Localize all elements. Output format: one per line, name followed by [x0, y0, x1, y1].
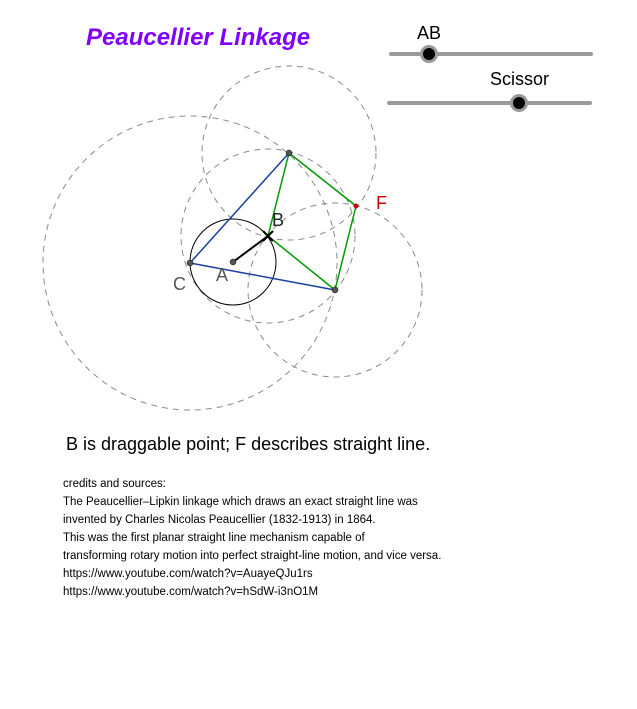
- caption: B is draggable point; F describes straight line.: [66, 434, 431, 454]
- point-a: [230, 259, 236, 265]
- credits-heading: credits and sources:: [63, 478, 166, 490]
- joint-upper: [286, 150, 292, 156]
- slider-scissor-label: Scissor: [490, 69, 550, 89]
- credits-link-1[interactable]: https://www.youtube.com/watch?v=AuayeQJu1rs: [63, 568, 313, 580]
- credits-line: The Peaucellier–Lipkin linkage which draws an exact straight line was: [63, 496, 418, 508]
- rhombus-upper-f: [289, 153, 356, 206]
- point-f: [354, 204, 358, 208]
- slider-ab-label: AB: [417, 23, 442, 43]
- link-c-upper: [190, 153, 289, 263]
- label-b: B: [272, 210, 285, 230]
- label-c: C: [173, 274, 186, 294]
- credits-line: transforming rotary motion into perfect straight-line motion, and vice versa.: [63, 550, 442, 562]
- credits-line: This was the first planar straight line mechanism capable of: [63, 532, 365, 544]
- joint-lower: [332, 287, 338, 293]
- point-c: [187, 260, 193, 266]
- rhombus-f-lower: [335, 206, 356, 290]
- point-b-handle[interactable]: [263, 231, 273, 241]
- label-f: F: [376, 193, 387, 213]
- credits-line: invented by Charles Nicolas Peaucellier (1832-1913) in 1864.: [63, 514, 376, 526]
- page-title: Peaucellier Linkage: [86, 24, 311, 51]
- link-c-lower: [190, 263, 335, 290]
- label-a: A: [216, 265, 229, 285]
- credits-block: [63, 475, 441, 601]
- credits-link-2[interactable]: https://www.youtube.com/watch?v=hSdW-i3nO1M: [63, 586, 319, 598]
- rhombus-lower-b: [268, 236, 335, 290]
